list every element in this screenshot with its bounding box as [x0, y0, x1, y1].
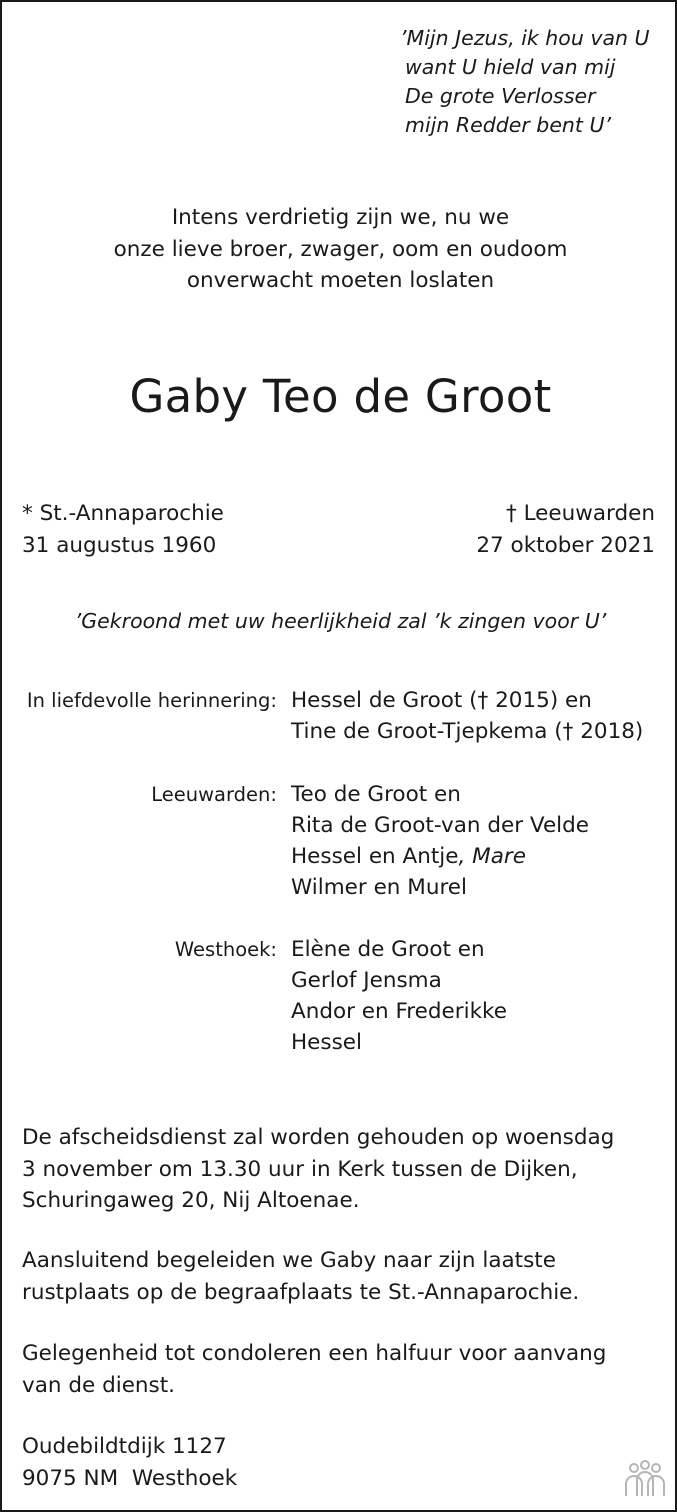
family-names-leeuwarden [291, 779, 589, 903]
family-name-line: Elène de Groot en [291, 937, 485, 962]
family-name-line: Gerlof Jensma [291, 968, 442, 993]
verse-line: ’Mijn Jezus, ik hou van U [400, 26, 650, 50]
family-label-memory: In liefdevolle herinnering: [26, 689, 277, 712]
death-info [476, 498, 655, 562]
verse [400, 24, 650, 140]
family-name-line: Hessel [291, 1030, 362, 1055]
deceased-name: Gaby Teo de Groot [129, 370, 552, 423]
service-line: De afscheidsdienst zal worden gehouden op woensdag [22, 1125, 615, 1150]
birth-date: 31 augustus 1960 [22, 533, 217, 558]
burial-paragraph [22, 1245, 579, 1308]
intro-line: onverwacht moeten loslaten [186, 268, 495, 293]
family-label-leeuwarden: Leeuwarden: [151, 783, 277, 806]
service-line: Schuringaweg 20, Nij Altoenae. [22, 1188, 360, 1213]
family-name-line [291, 841, 589, 872]
family-names-memory [291, 685, 643, 747]
family-name-line: Hessel de Groot († 2015) en [291, 688, 592, 713]
service-paragraph [22, 1122, 614, 1217]
family-name-line: Wilmer en Murel [291, 875, 468, 900]
family-name-italic: , Mare [458, 844, 526, 869]
intro-line: onze lieve broer, zwager, oom en oudoom [113, 236, 568, 262]
condolence-line: Gelegenheid tot condoleren een halfuur voor aanvang [22, 1341, 607, 1366]
burial-line: Aansluitend begeleiden we Gaby naar zijn laatste [22, 1248, 556, 1273]
verse-line: want U hield van mij [405, 55, 616, 79]
intro-text [2, 202, 677, 297]
address-line: Oudebildtdijk 1127 [22, 1434, 227, 1459]
burial-line: rustplaats op de begraafplaats te St.-Annaparochie. [22, 1279, 580, 1305]
condolence-paragraph [22, 1338, 606, 1401]
family-name-line: Rita de Groot-van der Velde [291, 813, 590, 838]
condolence-line: van de dienst. [22, 1372, 176, 1398]
verse-line: De grote Verlosser [405, 84, 596, 108]
quote: ’Gekroond met uw heerlijkheid zal ’k zingen voor U’ [74, 609, 607, 633]
address-line: 9075 NM Westhoek [22, 1465, 238, 1491]
death-date: 27 oktober 2021 [476, 533, 655, 558]
birth-info [22, 498, 224, 562]
family-name-text: Hessel en Antje [291, 844, 459, 869]
address [22, 1431, 237, 1494]
service-line: 3 november om 13.30 uur in Kerk tussen de Dijken, [22, 1156, 578, 1182]
family-label-westhoek: Westhoek: [174, 938, 277, 961]
family-name-line: Teo de Groot en [291, 782, 461, 807]
family-name-line: Tine de Groot-Tjepkema († 2018) [291, 719, 644, 744]
verse-line: mijn Redder bent U’ [405, 113, 612, 137]
family-name-line: Andor en Frederikke [291, 999, 507, 1024]
family-names-westhoek [291, 934, 507, 1058]
birth-place: * St.-Annaparochie [22, 501, 224, 526]
people-group-icon [621, 1458, 669, 1498]
intro-line: Intens verdrietig zijn we, nu we [171, 205, 510, 230]
death-place: † Leeuwarden [506, 501, 655, 526]
